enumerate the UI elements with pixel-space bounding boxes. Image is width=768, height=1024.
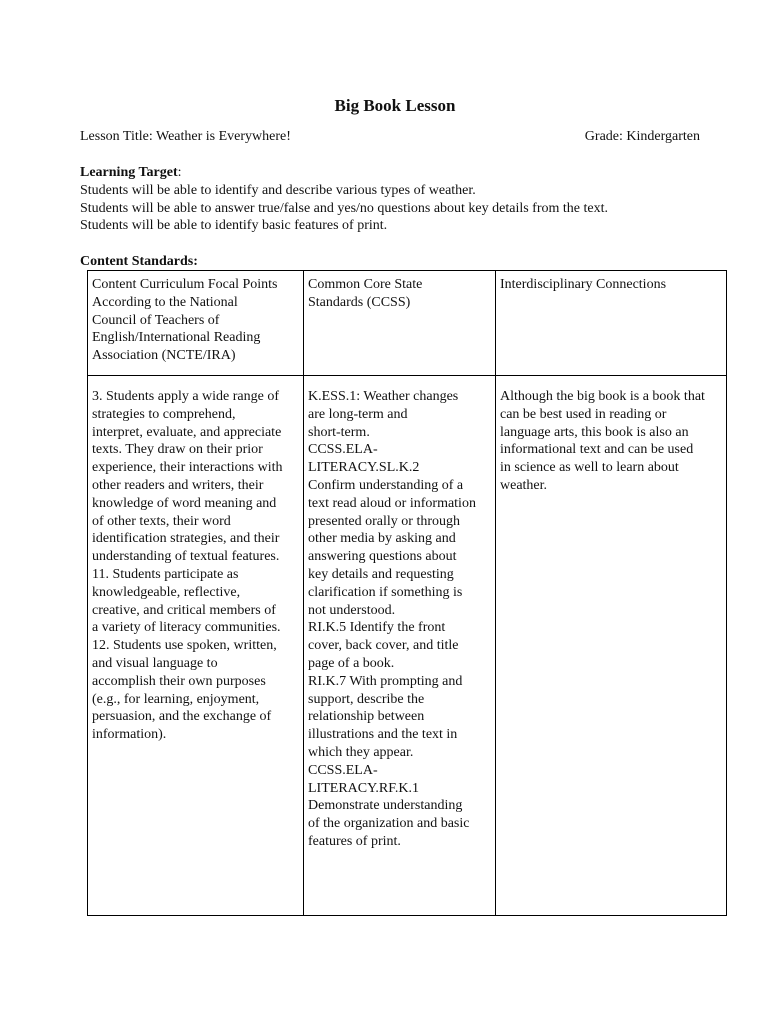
cell-line: CCSS.ELA- [308, 442, 378, 458]
cell-line: informational text and can be used [500, 442, 694, 458]
cell-line: and visual language to [92, 655, 218, 671]
cell-line: weather. [500, 477, 548, 493]
cell-line: in science as well to learn about [500, 460, 679, 476]
header-cell-ncte-ira [88, 271, 304, 376]
cell-line: understanding of textual features. [92, 549, 280, 565]
cell-line: experience, their interactions with [92, 460, 283, 476]
cell-line: which they appear. [308, 744, 414, 760]
learning-target-heading [80, 164, 730, 182]
cell-line: can be best used in reading or [500, 406, 667, 422]
cell-line: Demonstrate understanding [308, 798, 463, 814]
cell-line: persuasion, and the exchange of [92, 709, 272, 725]
cell-line: features of print. [308, 833, 401, 849]
lesson-info-row [80, 128, 700, 146]
cell-line: RI.K.5 Identify the front [308, 620, 446, 636]
learning-target-line: Students will be able to answer true/false and yes/no questions about key details from the text. [80, 200, 608, 216]
cell-ncte-ira-standards [88, 376, 304, 916]
cell-line: relationship between [308, 709, 425, 725]
content-standards-heading: Content Standards: [80, 254, 198, 269]
header-cell-line: Association (NCTE/IRA) [92, 348, 236, 364]
cell-line: language arts, this book is also an [500, 424, 689, 440]
cell-line: answering questions about [308, 549, 457, 565]
learning-target-line: Students will be able to identify basic features of print. [80, 218, 388, 234]
cell-ccss-standards [304, 376, 496, 916]
cell-line: key details and requesting [308, 566, 454, 582]
header-cell-line: Common Core State [308, 277, 423, 292]
cell-line: identification strategies, and their [92, 531, 280, 547]
cell-line: 12. Students use spoken, written, [92, 638, 277, 654]
header-cell-line: Interdisciplinary Connections [500, 277, 667, 292]
learning-target-section [80, 164, 730, 235]
cell-line: text read aloud or information [308, 495, 476, 511]
cell-line: illustrations and the text in [308, 727, 458, 743]
cell-line: cover, back cover, and title [308, 638, 459, 654]
grade-level: Grade: Kindergarten [584, 129, 700, 144]
header-cell-line: English/International Reading [92, 330, 261, 346]
cell-line: 3. Students apply a wide range of [92, 389, 280, 404]
cell-line: LITERACY.RF.K.1 [308, 780, 420, 796]
cell-line: creative, and critical members of [92, 602, 276, 618]
cell-line: 11. Students participate as [92, 566, 239, 582]
content-standards-table [87, 270, 727, 916]
cell-line: interpret, evaluate, and appreciate [92, 424, 282, 440]
learning-target-line: Students will be able to identify and describe various types of weather. [80, 182, 476, 198]
learning-target-heading-colon: : [177, 165, 182, 180]
cell-line: CCSS.ELA- [308, 762, 378, 778]
cell-line: information). [92, 727, 167, 743]
cell-line: of other texts, their word [92, 513, 231, 529]
cell-line: Confirm understanding of a [308, 477, 464, 493]
cell-line: knowledgeable, reflective, [92, 584, 241, 600]
cell-interdisciplinary-connections [496, 376, 727, 916]
cell-line: RI.K.7 With prompting and [308, 673, 463, 689]
cell-line: presented orally or through [308, 513, 461, 529]
cell-line: support, describe the [308, 691, 425, 707]
cell-line: K.ESS.1: Weather changes [308, 389, 459, 404]
document-title: Big Book Lesson [334, 96, 456, 115]
cell-line: LITERACY.SL.K.2 [308, 460, 420, 476]
cell-line: clarification if something is [308, 584, 463, 600]
cell-line: are long-term and [308, 406, 408, 422]
cell-line: strategies to comprehend, [92, 406, 236, 422]
header-cell-line: According to the National [92, 294, 238, 310]
cell-line: (e.g., for learning, enjoyment, [92, 691, 260, 707]
cell-line: not understood. [308, 602, 396, 618]
cell-line: of the organization and basic [308, 816, 470, 832]
header-cell-line: Content Curriculum Focal Points [92, 277, 278, 292]
table-header-row [88, 271, 727, 376]
cell-line: accomplish their own purposes [92, 673, 266, 689]
cell-line: knowledge of word meaning and [92, 495, 277, 511]
learning-target-heading-text: Learning Target [80, 165, 178, 180]
cell-line: other media by asking and [308, 531, 456, 547]
cell-line: page of a book. [308, 655, 395, 671]
header-cell-line: Standards (CCSS) [308, 294, 411, 310]
cell-line: a variety of literacy communities. [92, 620, 281, 636]
header-cell-interdisciplinary [496, 271, 727, 376]
table-row [88, 376, 727, 916]
cell-line: Although the big book is a book that [500, 389, 705, 404]
cell-line: texts. They draw on their prior [92, 442, 263, 458]
lesson-title: Lesson Title: Weather is Everywhere! [80, 129, 291, 144]
header-cell-line: Council of Teachers of [92, 312, 220, 328]
header-cell-ccss [304, 271, 496, 376]
cell-line: other readers and writers, their [92, 477, 264, 493]
cell-line: short-term. [308, 424, 370, 440]
